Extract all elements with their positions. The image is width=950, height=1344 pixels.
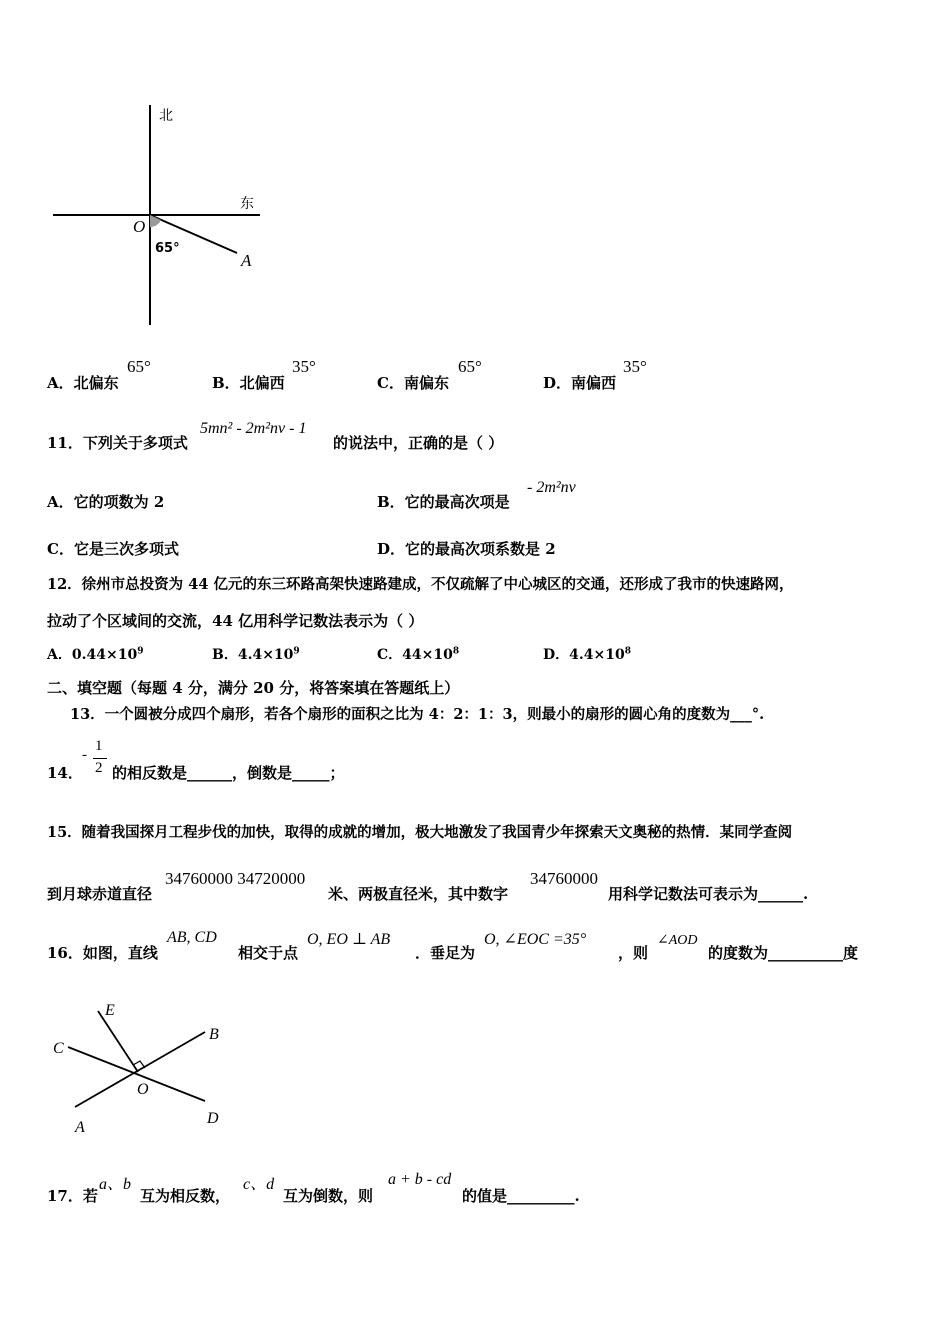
q16-c: ．垂足为 (415, 944, 476, 962)
q16-e: 的度数为__________度 (708, 944, 859, 962)
q12-option-a: A．$0.44\times 10^9$ (47, 646, 144, 663)
q17-m2: c、d (243, 1176, 275, 1193)
q16-m1: AB, CD (167, 929, 217, 946)
q15-line2a: 到月球赤道直径 (47, 885, 153, 903)
q15-line2c: 用科学记数法可表示为______. (608, 885, 809, 903)
q12-option-b: B．$4.4\times 10^9$ (212, 646, 300, 663)
q10-option-a-math: 65° (127, 357, 151, 376)
q16-b: 相交于点 (238, 944, 299, 962)
q17-c: 互为倒数，则 (283, 1187, 374, 1205)
q10-option-c-math: 65° (458, 357, 482, 376)
q11-option-a: A．它的项数为 2 (47, 493, 165, 511)
east-label: 东 (240, 197, 254, 212)
q11-expression: 5mn² - 2m²nv - 1 (200, 420, 307, 437)
q16-m3: O, ∠EOC =35° (484, 931, 587, 948)
q10-option-a: A．北偏东 (47, 374, 119, 392)
q16-m4: ∠AOD (657, 933, 698, 948)
q14-denominator: 2 (95, 760, 103, 776)
q14-number: 14． (47, 764, 83, 782)
q17-d: 的值是_________. (462, 1187, 580, 1205)
compass-figure (45, 100, 275, 335)
q17-m3: a + b - cd (388, 1171, 452, 1188)
section-heading: 二、填空题（每题 4 分，满分 20 分，将答案填在答题纸上） (47, 679, 460, 697)
q16-d: ，则 (618, 944, 649, 962)
q10-option-c: C．南偏东 (377, 374, 449, 392)
q14-fraction-bar (93, 758, 107, 759)
fig2-label-c: C (53, 1040, 64, 1057)
fig2-label-a: A (75, 1119, 85, 1136)
q12-line2: 拉动了个区域间的交流，44 亿用科学记数法表示为（ ） (47, 612, 424, 630)
q14-text: 的相反数是______，倒数是_____； (112, 764, 345, 782)
q11-option-d: D．它的最高次项系数是 2 (377, 540, 556, 558)
q11-prefix: 11．下列关于多项式 (47, 434, 188, 452)
fig2-label-o: O (137, 1081, 149, 1098)
fig2-label-b: B (209, 1026, 219, 1043)
q10-option-d-math: 35° (623, 357, 647, 376)
q13-text: 13．一个圆被分成四个扇形，若各个扇形的面积之比为 4：2：1：3，则最小的扇形的圆心角的度数为___°. (70, 706, 765, 723)
q14-numerator: 1 (95, 738, 103, 754)
origin-label: O (133, 217, 146, 236)
intersecting-lines-figure (45, 995, 235, 1140)
angle-label: 65° (155, 241, 180, 256)
q14-sign: - (82, 747, 87, 763)
q11-option-b: B．它的最高次项是 (377, 493, 510, 511)
q16-m2: O, EO ⊥ AB (307, 931, 391, 948)
q15-line2b: 米、两极直径米，其中数字 (328, 885, 509, 903)
north-label: 北 (159, 109, 173, 124)
q12-line1: 12．徐州市总投资为 44 亿元的东三环路高架快速路建成，不仅疏解了中心城区的交通，还形成了我市的快速路网， (47, 576, 794, 593)
q12-option-c: C．$44\times 10^8$ (377, 646, 460, 663)
q15-math1: 34760000 34720000 (165, 869, 306, 888)
q17-m1: a、b (99, 1176, 132, 1193)
fig2-label-e: E (105, 1002, 115, 1019)
point-a-label: A (241, 251, 252, 270)
q10-option-d: D．南偏西 (543, 374, 617, 392)
q11-option-b-math: - 2m²nv (527, 479, 576, 496)
q15-math2: 34760000 (530, 869, 598, 888)
q10-option-b: B．北偏西 (212, 374, 285, 392)
q16-a: 16．如图，直线 (47, 944, 158, 962)
q11-suffix: 的说法中，正确的是（ ） (333, 434, 504, 452)
fig2-label-d: D (207, 1110, 219, 1127)
q10-option-b-math: 35° (292, 357, 316, 376)
q17-b: 互为相反数， (140, 1187, 231, 1205)
q15-line1: 15．随着我国探月工程步伐的加快，取得的成就的增加，极大地激发了我国青少年探索天文奥秘的热情．某同学查阅 (47, 824, 793, 841)
q12-option-d: D．$4.4\times 10^8$ (543, 646, 631, 663)
q11-option-c: C．它是三次多项式 (47, 540, 179, 558)
q17-a: 17．若 (47, 1187, 98, 1205)
